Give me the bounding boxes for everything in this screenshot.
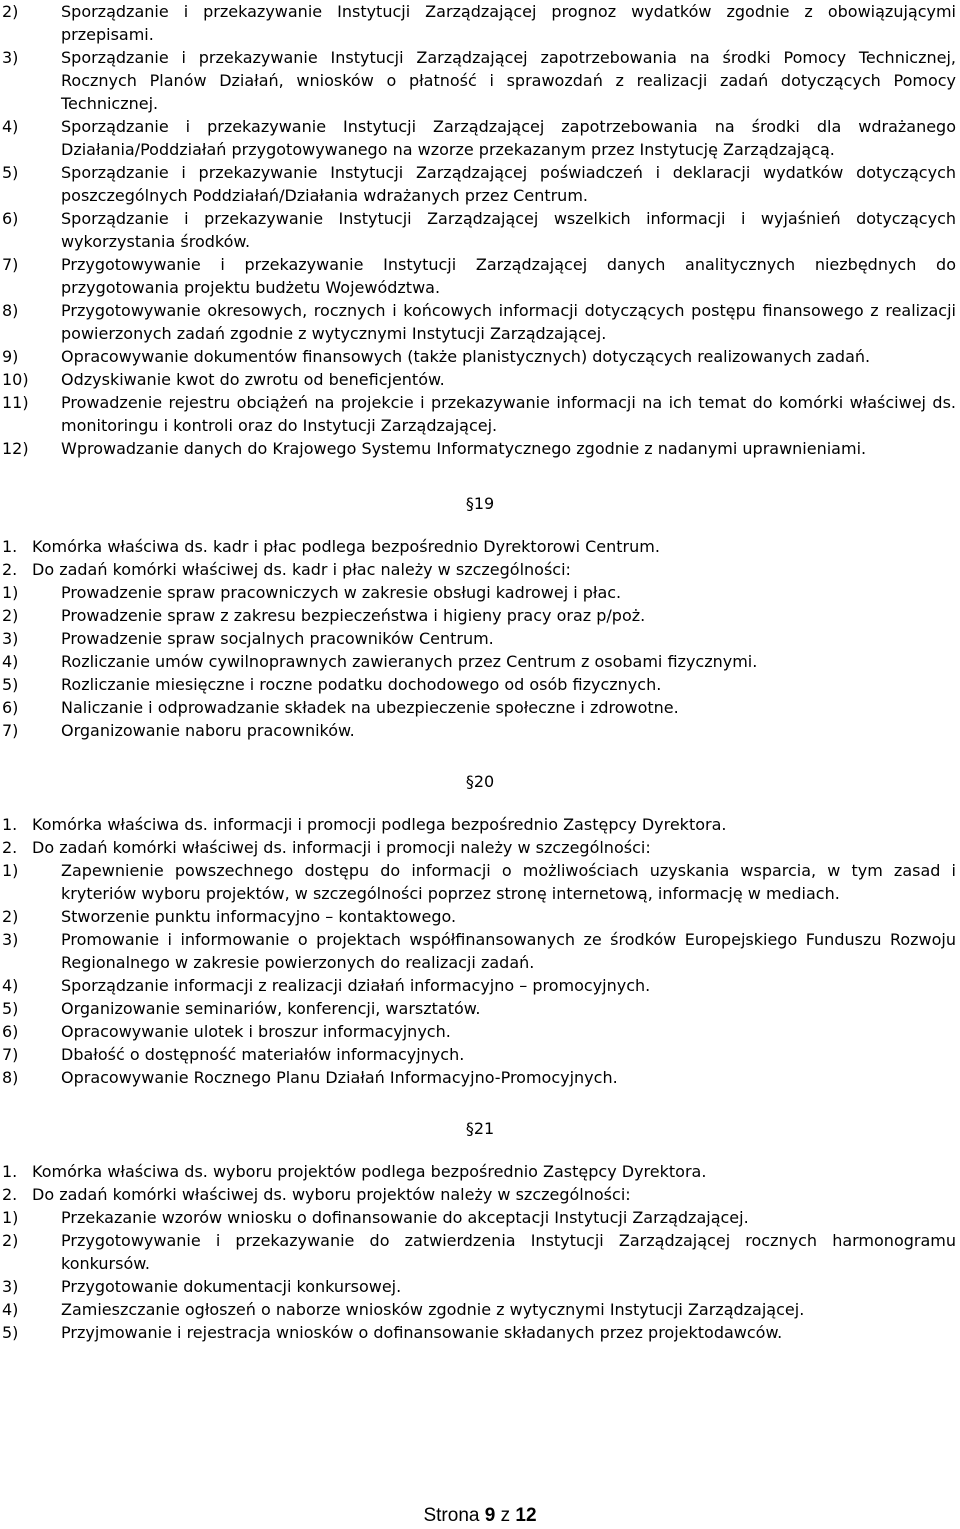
list-item: [0, 46, 960, 115]
page-footer: [0, 1503, 960, 1529]
list-item: [0, 437, 960, 460]
list-item-number: 1): [2, 583, 19, 602]
list-item: [0, 368, 960, 391]
list-item-text: Prowadzenie spraw socjalnych pracowników Centrum.: [61, 629, 494, 648]
list-item-text: Organizowanie naboru pracowników.: [61, 721, 355, 740]
list-item-text: Rozliczanie umów cywilnoprawnych zawieranych przez Centrum z osobami fizycznymi.: [61, 652, 758, 671]
paragraph-text: Komórka właściwa ds. kadr i płac podlega bezpośrednio Dyrektorowi Centrum.: [32, 537, 660, 556]
list-item-text: Opracowywanie Rocznego Planu Działań Informacyjno-Promocyjnych.: [61, 1068, 618, 1087]
list-item-number: 2): [2, 907, 19, 926]
section-heading: §19: [465, 494, 495, 513]
paragraph-text: Komórka właściwa ds. informacji i promocji podlega bezpośrednio Zastępcy Dyrektora.: [32, 815, 727, 834]
footer-prefix: Strona: [423, 1505, 485, 1526]
list-item-text: Opracowywanie dokumentów finansowych (także planistycznych) dotyczących realizowanych zadań.: [61, 347, 871, 366]
list-item-number: 1): [2, 861, 19, 880]
list-item-number: 5): [2, 999, 19, 1018]
list-item-number: 2): [2, 2, 19, 21]
list-item-number: 3): [2, 1277, 19, 1296]
list-item-number: 4): [2, 117, 19, 136]
list-item-number: 4): [2, 1300, 19, 1319]
list-item-number: 3): [2, 629, 19, 648]
paragraph-text: Do zadań komórki właściwej ds. wyboru projektów należy w szczególności:: [32, 1185, 631, 1204]
list-item: [0, 719, 960, 742]
tasks-list-continued: [0, 0, 960, 460]
paragraph-number: 2.: [2, 838, 18, 857]
paragraph: [0, 1160, 960, 1183]
list-item: [0, 581, 960, 604]
task-list: [0, 1206, 960, 1344]
list-item: [0, 859, 960, 905]
list-item: [0, 997, 960, 1020]
section-heading: §21: [465, 1119, 495, 1138]
footer-page-number: 9: [484, 1505, 496, 1526]
section-19: [0, 492, 960, 742]
list-item-number: 7): [2, 1045, 19, 1064]
list-item: [0, 1020, 960, 1043]
list-item-number: 10): [2, 370, 29, 389]
paragraph: [0, 1183, 960, 1206]
list-item-text: Przygotowywanie i przekazywanie Instytucji Zarządzającej danych analitycznych niezbędnych do przygotowania projektu budżetu Województwa.: [61, 255, 956, 297]
section-heading: §20: [465, 772, 495, 791]
list-item: [0, 1229, 960, 1275]
list-item: [0, 1321, 960, 1344]
list-item-number: 5): [2, 163, 19, 182]
list-item: [0, 928, 960, 974]
list-item-number: 8): [2, 1068, 19, 1087]
list-item-number: 2): [2, 606, 19, 625]
list-item: [0, 974, 960, 997]
list-item: [0, 115, 960, 161]
list-item: [0, 627, 960, 650]
list-item: [0, 0, 960, 46]
list-item-number: 4): [2, 976, 19, 995]
list-item-text: Prowadzenie rejestru obciążeń na projekcie i przekazywanie informacji na ich temat do komórki właściwej ds. monitoringu i kontroli oraz do Instytucji Zarządzającej.: [61, 393, 956, 435]
list-item-number: 7): [2, 255, 19, 274]
paragraph-number: 2.: [2, 1185, 18, 1204]
paragraph-number: 1.: [2, 815, 18, 834]
list-item-number: 9): [2, 347, 19, 366]
list-item-number: 11): [2, 393, 29, 412]
list-item-text: Promowanie i informowanie o projektach współfinansowanych ze środków Europejskiego Funduszu Rozwoju Regionalnego w zakresie powierzonych do realizacji zadań.: [61, 930, 956, 972]
list-item-number: 7): [2, 721, 19, 740]
list-item-number: 6): [2, 209, 19, 228]
list-item: [0, 1275, 960, 1298]
list-item: [0, 299, 960, 345]
task-list: [0, 581, 960, 742]
list-item: [0, 1066, 960, 1089]
list-item: [0, 673, 960, 696]
paragraph-text: Do zadań komórki właściwej ds. kadr i płac należy w szczególności:: [32, 560, 571, 579]
list-item: [0, 905, 960, 928]
list-item-text: Przygotowanie dokumentacji konkursowej.: [61, 1277, 402, 1296]
list-item-text: Przekazanie wzorów wniosku o dofinansowanie do akceptacji Instytucji Zarządzającej.: [61, 1208, 749, 1227]
list-item-text: Rozliczanie miesięczne i roczne podatku dochodowego od osób fizycznych.: [61, 675, 662, 694]
list-item-number: 5): [2, 1323, 19, 1342]
paragraph: [0, 558, 960, 581]
list-item-text: Organizowanie seminariów, konferencji, warsztatów.: [61, 999, 481, 1018]
list-item-text: Przygotowywanie i przekazywanie do zatwierdzenia Instytucji Zarządzającej rocznych harmonogramu konkursów.: [61, 1231, 956, 1273]
list-item-number: 3): [2, 48, 19, 67]
footer-page-total: 12: [515, 1505, 537, 1526]
paragraph-number: 1.: [2, 1162, 18, 1181]
paragraph: [0, 813, 960, 836]
list-item-number: 12): [2, 439, 29, 458]
list-item: [0, 696, 960, 719]
list-item-text: Sporządzanie i przekazywanie Instytucji Zarządzającej wszelkich informacji i wyjaśnień dotyczących wykorzystania środków.: [61, 209, 956, 251]
list-item: [0, 1206, 960, 1229]
list-item: [0, 345, 960, 368]
list-item-number: 6): [2, 698, 19, 717]
list-item-text: Zapewnienie powszechnego dostępu do informacji o możliwościach uzyskania wsparcia, w tym zasad i kryteriów wyboru projektów, w szczególności poprzez stronę internetową, informację w mediach.: [61, 861, 956, 903]
list-item-number: 2): [2, 1231, 19, 1250]
list-item-text: Wprowadzanie danych do Krajowego Systemu Informatycznego zgodnie z nadanymi uprawnieniami.: [61, 439, 867, 458]
section-20: [0, 770, 960, 1089]
list-item-number: 3): [2, 930, 19, 949]
task-list: [0, 859, 960, 1089]
list-item: [0, 207, 960, 253]
list-item-text: Stworzenie punktu informacyjno – kontaktowego.: [61, 907, 457, 926]
list-item: [0, 253, 960, 299]
list-item-text: Naliczanie i odprowadzanie składek na ubezpieczenie społeczne i zdrowotne.: [61, 698, 679, 717]
paragraph-text: Komórka właściwa ds. wyboru projektów podlega bezpośrednio Zastępcy Dyrektora.: [32, 1162, 707, 1181]
footer-middle: z: [495, 1505, 516, 1526]
list-item: [0, 650, 960, 673]
list-item-text: Zamieszczanie ogłoszeń o naborze wniosków zgodnie z wytycznymi Instytucji Zarządzającej.: [61, 1300, 805, 1319]
paragraph-text: Do zadań komórki właściwej ds. informacji i promocji należy w szczególności:: [32, 838, 651, 857]
paragraph: [0, 836, 960, 859]
list-item-text: Sporządzanie i przekazywanie Instytucji Zarządzającej prognoz wydatków zgodnie z obowiązującymi przepisami.: [61, 2, 956, 44]
list-item: [0, 161, 960, 207]
list-item-number: 5): [2, 675, 19, 694]
list-item-text: Prowadzenie spraw pracowniczych w zakresie obsługi kadrowej i płac.: [61, 583, 622, 602]
list-item-text: Sporządzanie i przekazywanie Instytucji Zarządzającej poświadczeń i deklaracji wydatków dotyczących poszczególnych Poddziałań/Działania wdrażanych przez Centrum.: [61, 163, 956, 205]
list-item-number: 6): [2, 1022, 19, 1041]
list-item: [0, 391, 960, 437]
list-item-number: 8): [2, 301, 19, 320]
list-item-text: Sporządzanie informacji z realizacji działań informacyjno – promocyjnych.: [61, 976, 651, 995]
paragraph: [0, 535, 960, 558]
list-item: [0, 1043, 960, 1066]
list-item-text: Dbałość o dostępność materiałów informacyjnych.: [61, 1045, 465, 1064]
list-item: [0, 604, 960, 627]
list-item-number: 1): [2, 1208, 19, 1227]
list-item-text: Odzyskiwanie kwot do zwrotu od beneficjentów.: [61, 370, 445, 389]
list-item-text: Opracowywanie ulotek i broszur informacyjnych.: [61, 1022, 451, 1041]
list-item-text: Przygotowywanie okresowych, rocznych i końcowych informacji dotyczących postępu finansowego z realizacji powierzonych zadań zgodnie z wytycznymi Instytucji Zarządzającej.: [61, 301, 956, 343]
paragraph-number: 1.: [2, 537, 18, 556]
list-item-text: Przyjmowanie i rejestracja wniosków o dofinansowanie składanych przez projektodawców.: [61, 1323, 783, 1342]
list-item-text: Sporządzanie i przekazywanie Instytucji Zarządzającej zapotrzebowania na środki dla wdrażanego Działania/Poddziałań przygotowywanego na wzorze przekazanym przez Instytucję Zarządzającą.: [61, 117, 956, 159]
section-21: [0, 1117, 960, 1344]
list-item: [0, 1298, 960, 1321]
paragraph-number: 2.: [2, 560, 18, 579]
list-item-text: Prowadzenie spraw z zakresu bezpieczeństwa i higieny pracy oraz p/poż.: [61, 606, 646, 625]
list-item-number: 4): [2, 652, 19, 671]
list-item-text: Sporządzanie i przekazywanie Instytucji Zarządzającej zapotrzebowania na środki Pomocy Technicznej, Rocznych Planów Działań, wniosków o płatność i sprawozdań z realizacji zadań dotyczących Pomocy Technicznej.: [61, 48, 956, 113]
